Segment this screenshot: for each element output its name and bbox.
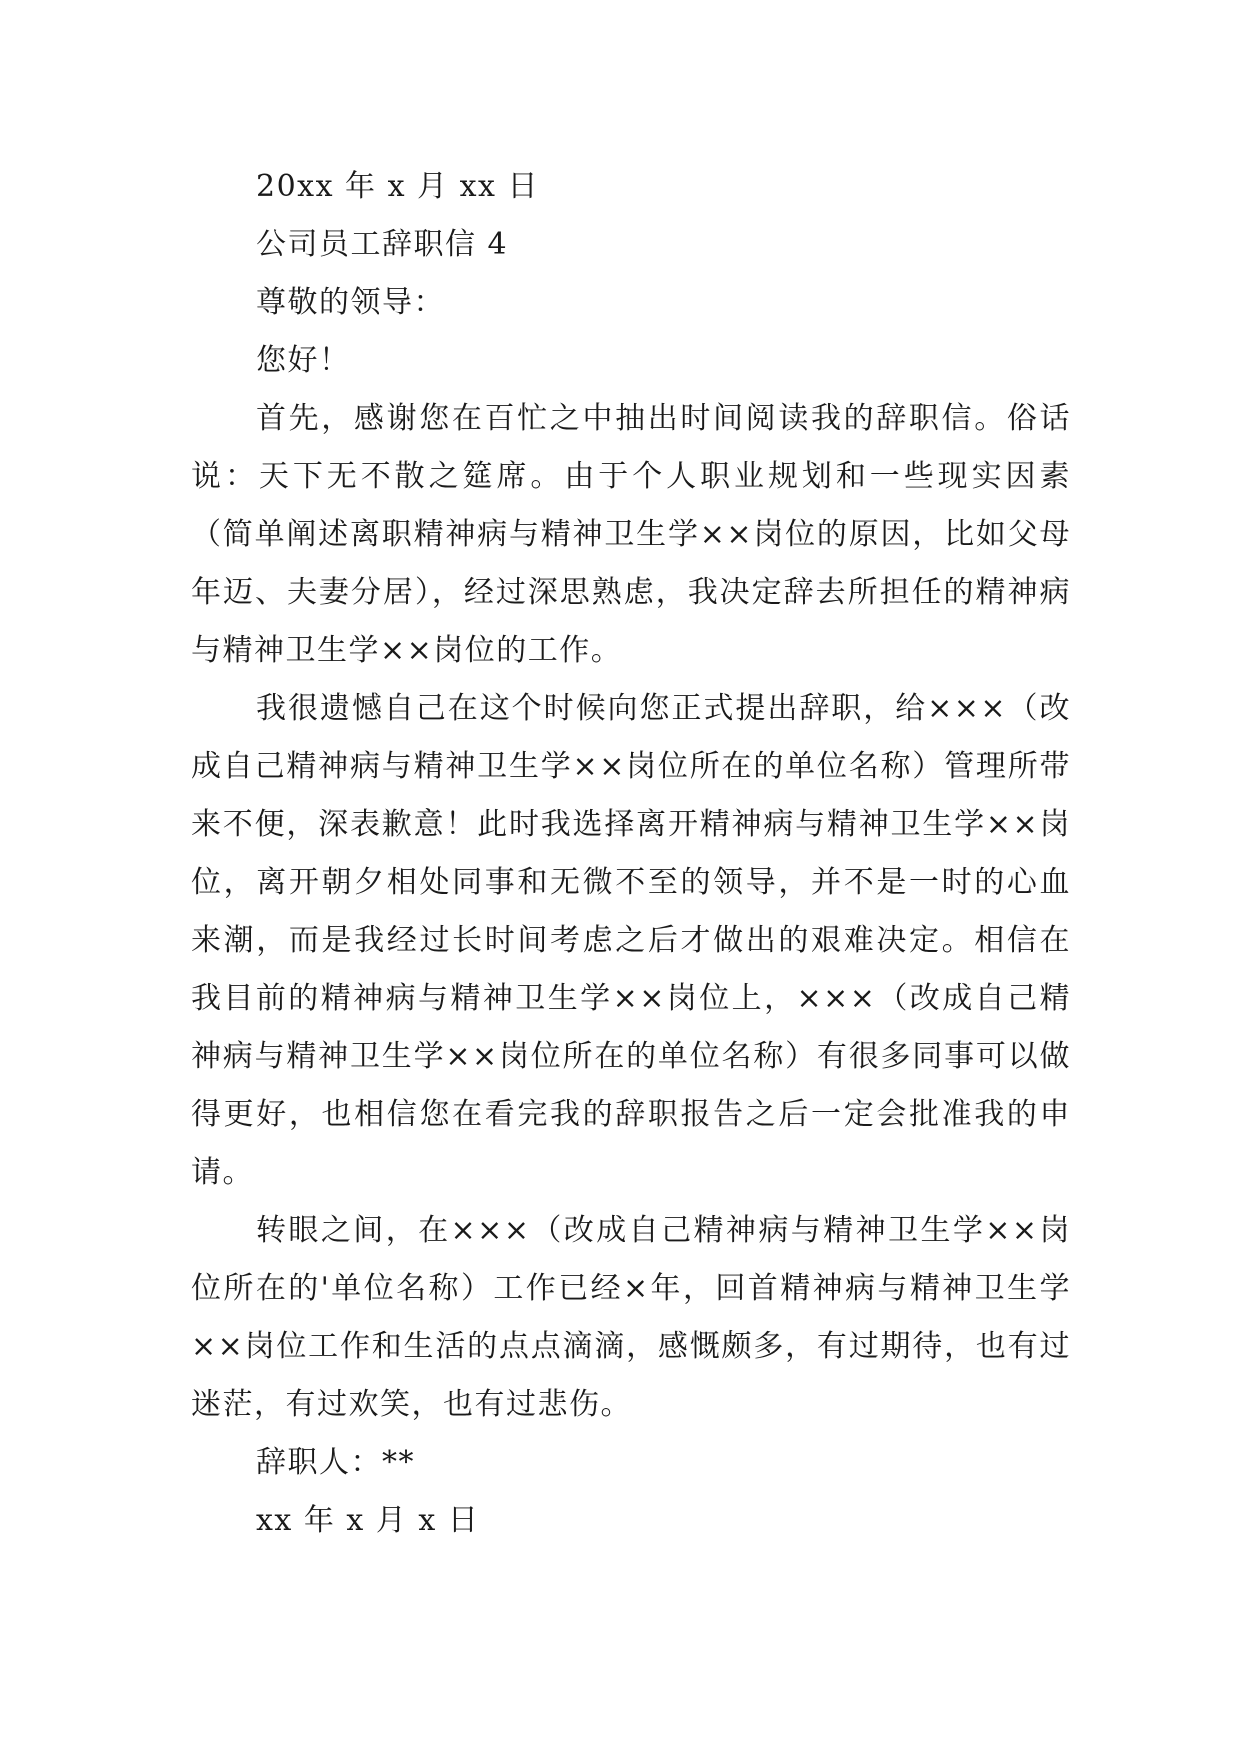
salutation: 尊敬的领导： [256,285,445,320]
paragraph-2: 我很遗憾自己在这个时候向您正式提出辞职，给×××（改成自己精神病与精神卫生学××岗位所在的单位名称）管理所带来不便，深表歉意！此时我选择离开精神病与精神卫生学××岗位，离开朝夕相处同事和无微不至的领导，并不是一时的心血来潮，而是我经过长时间考虑之后才做出的艰难决定。相信在我目前的精神病与精神卫生学××岗位上，×××（改成自己精神病与精神卫生学××岗位所在的单位名称）有很多同事可以做得更好，也相信您在看完我的辞职报告之后一定会批准我的申请。 [191,691,1071,1190]
paragraph-1: 首先，感谢您在百忙之中抽出时间阅读我的辞职信。俗话说：天下无不散之筵席。由于个人职业规划和一些现实因素（简单阐述离职精神病与精神卫生学××岗位的原因，比如父母年迈、夫妻分居），经过深思熟虑，我决定辞去所担任的精神病与精神卫生学××岗位的工作。 [191,401,1071,668]
letter-title: 公司员工辞职信 4 [256,227,509,262]
greeting: 您好！ [256,343,351,378]
paragraph-3: 转眼之间，在×××（改成自己精神病与精神卫生学××岗位所在的'单位名称）工作已经×年，回首精神病与精神卫生学××岗位工作和生活的点点滴滴，感慨颇多，有过期待，也有过迷茫，有过欢笑，也有过悲伤。 [191,1213,1071,1422]
date-bottom: xx 年 x 月 x 日 [256,1503,480,1538]
letter-body [191,158,1071,1550]
date-top: 20xx 年 x 月 xx 日 [256,169,539,204]
signer: 辞职人：** [256,1445,415,1480]
